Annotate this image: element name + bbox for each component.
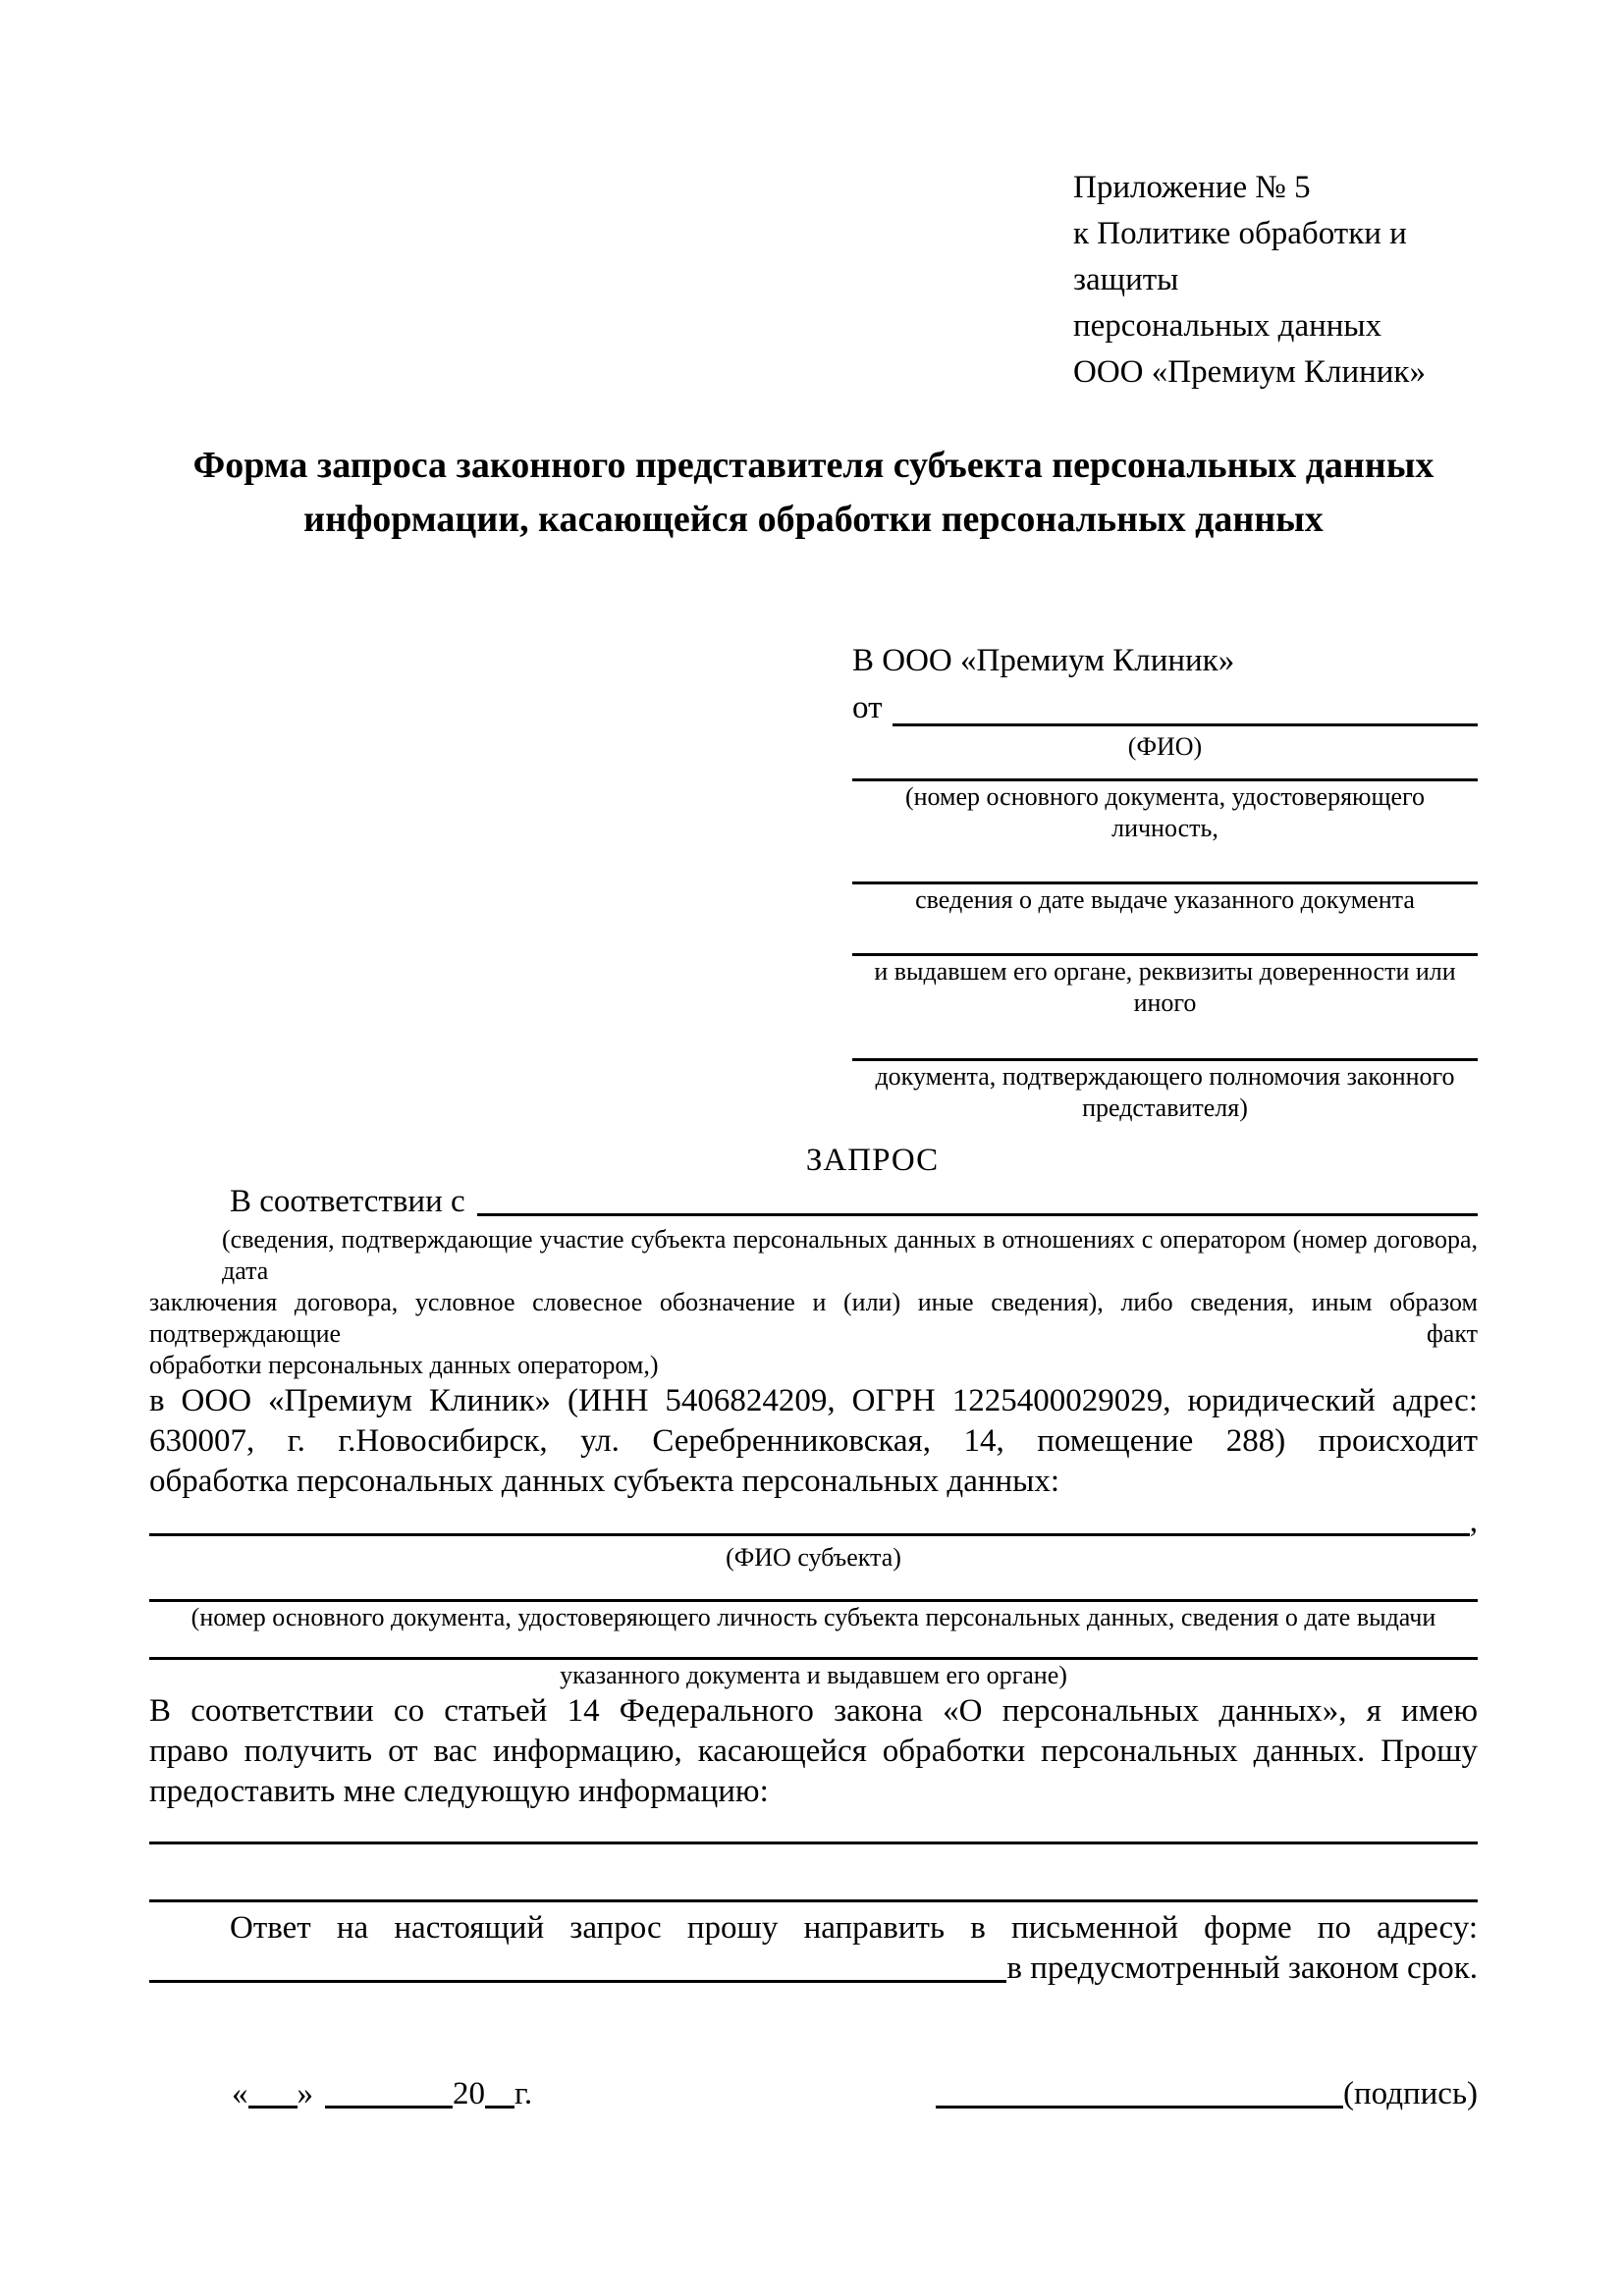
subject-doc-caption-2: указанного документа и выдавшем его органе) (560, 1661, 1067, 1689)
appendix-line-4: ООО «Премиум Клиник» (1073, 354, 1426, 390)
addressee-to: В ООО «Премиум Клиник» (852, 643, 1235, 678)
signature-field (936, 2073, 1478, 2114)
date-year-input-line[interactable] (485, 2073, 514, 2109)
basis-caption (149, 1224, 1478, 1381)
reply-address-row (149, 1949, 1478, 1989)
request-heading: ЗАПРОС (805, 1143, 940, 1178)
representative-doc-caption-2: сведения о дате выдаче указанного документа (915, 885, 1415, 914)
appendix-header (1073, 165, 1478, 396)
representative-doc-caption-1: (номер основного документа, удостоверяющего личность, (904, 782, 1426, 842)
date-year-suffix: г. (514, 2076, 533, 2111)
info-blank-line-2[interactable] (149, 1899, 1478, 1902)
basis-caption-line-3: обработки персональных данных оператором,) (149, 1351, 659, 1379)
subject-fio-comma: , (1469, 1504, 1478, 1539)
subject-fio-input-line[interactable] (149, 1502, 1470, 1536)
from-row (852, 684, 1478, 731)
fio-caption: (ФИО) (1127, 732, 1203, 761)
addressee-block (852, 637, 1478, 1124)
operator-para-line-2: 630007, г. г.Новосибирск, ул. Серебренниковская, 14, помещение 288) происходит (149, 1423, 1478, 1459)
law-para-line-3: предоставить мне следующую информацию: (149, 1774, 769, 1809)
subject-fio-row (149, 1502, 1478, 1542)
operator-para-line-1: в ООО «Премиум Клиник» (ИНН 5406824209, ОГРН 1225400029029, юридический адрес: (149, 1383, 1478, 1418)
subject-doc-caption-1: (номер основного документа, удостоверяющего личность субъекта персональных данных, сведения о дате выдачи (190, 1603, 1436, 1631)
appendix-line-1: Приложение № 5 (1073, 170, 1311, 205)
appendix-line-3: персональных данных (1073, 308, 1382, 344)
date-month-input-line[interactable] (325, 2073, 453, 2109)
signature-input-line[interactable] (936, 2073, 1343, 2109)
date-quote-open: « (232, 2076, 248, 2111)
basis-row (149, 1181, 1478, 1222)
date-year-prefix: 20 (453, 2076, 485, 2111)
intro-label: В соответствии с (230, 1184, 465, 1219)
info-blank-line-1[interactable] (149, 1842, 1478, 1844)
basis-input-line[interactable] (477, 1181, 1478, 1216)
title-line-2: информации, касающейся обработки персональных данных (303, 499, 1324, 540)
title-line-1: Форма запроса законного представителя субъекта персональных данных (192, 445, 1435, 486)
signature-row (149, 2073, 1478, 2114)
basis-caption-line-2: заключения договора, условное словесное обозначение и (или) иные сведения), либо сведения, иным образом подтверждающие факт (149, 1288, 1478, 1348)
operator-para-line-3: обработка персональных данных субъекта персональных данных: (149, 1464, 1059, 1499)
appendix-line-2: к Политике обработки и защиты (1073, 216, 1407, 297)
law-para-line-2: право получить от вас информацию, касающейся обработки персональных данных. Прошу (149, 1734, 1478, 1769)
representative-doc-caption-3: и выдавшем его органе, реквизиты доверенности или иного (874, 957, 1456, 1017)
law-para-line-1: В соответствии со статьей 14 Федерального закона «О персональных данных», я имею (149, 1693, 1478, 1729)
reply-para-tail: в предусмотренный законом срок. (1006, 1950, 1478, 1986)
date-quote-close: » (297, 2076, 313, 2111)
reply-para-line-1: Ответ на настоящий запрос прошу направить в письменной форме по адресу: (230, 1910, 1478, 1946)
basis-caption-line-1: (сведения, подтверждающие участие субъекта персональных данных в отношениях с оператором (номер договора, дата (222, 1225, 1478, 1285)
from-fio-input-line[interactable] (893, 684, 1479, 726)
date-field (149, 2073, 532, 2114)
subject-fio-caption: (ФИО субъекта) (726, 1543, 901, 1572)
signature-caption: (подпись) (1343, 2076, 1478, 2111)
date-day-input-line[interactable] (248, 2073, 298, 2109)
reply-address-input-line[interactable] (149, 1949, 1006, 1983)
document-title (149, 439, 1478, 547)
representative-doc-caption-4: документа, подтверждающего полномочия законного представителя) (875, 1062, 1455, 1122)
from-label: от (852, 690, 883, 725)
